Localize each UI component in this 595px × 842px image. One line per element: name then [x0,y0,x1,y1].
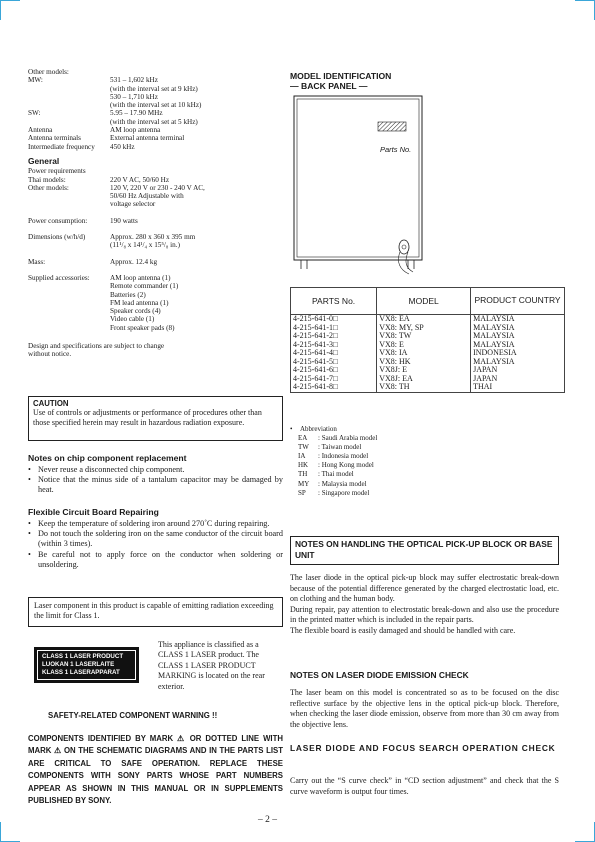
spec-value: 120 V, 220 V or 230 - 240 V AC, 50/60 Hz Adjustable with voltage selector [110,183,205,209]
accessory-item: Front speaker pads (8) [110,323,175,332]
abbreviation-meaning: : Thai model [318,470,354,479]
general-heading: General [28,155,60,166]
crop-mark [575,0,595,1]
table-cell: MALAYSIA [471,315,565,324]
chip-item: • Never reuse a disconnected chip component. [28,465,283,475]
table-cell: 4-215-641-8□ [291,383,377,392]
spec-label: Antenna terminals [28,134,81,143]
table-cell: MALAYSIA [471,324,565,333]
accessories-label: Supplied accessories: [28,273,90,282]
table-cell: MALAYSIA [471,332,565,341]
table-cell: 4-215-641-3□ [291,341,377,350]
optical-text [290,573,559,636]
focus-text: Carry out the “S curve check” in “CD section adjustment” and check that the S curve waveform is output four times. [290,776,559,796]
table-cell: 4-215-641-4□ [291,349,377,358]
safety-text: COMPONENTS IDENTIFIED BY MARK ⚠ OR DOTTED LINE WITH MARK ⚠ ON THE SCHEMATIC DIAGRAMS AND IN THE PARTS LIST ARE CRITICAL TO SAFE OPERATION. REPLACE THESE COMPONENTS WITH SONY PARTS WHOSE PART NUMBERS APPEAR AS SHOWN IN THIS MANUAL OR IN SUPPLEMENTS PUBLISHED BY SONY. [28,734,283,806]
table-cell: VX8: E [377,341,471,350]
accessory-item: FM lead antenna (1) [110,298,169,307]
abbreviation-meaning: : Malaysia model [318,479,367,488]
accessory-item: Remote commander (1) [110,282,179,291]
laser-component-text: Laser component in this product is capable of emitting radiation exceeding the limit for Class 1. [34,601,274,620]
chip-heading: Notes on chip component replacement [28,453,187,463]
spec-value: 450 kHz [110,142,135,151]
laser-label-line: CLASS 1 LASER PRODUCT [42,653,124,660]
abbreviation-code: IA [298,452,306,461]
table-cell: VX8: EA [377,315,471,324]
flex-item: • Be careful not to apply force on the conductor when soldering or unsoldering. [28,550,283,570]
safety-heading: SAFETY-RELATED COMPONENT WARNING !! [48,711,218,720]
table-header: MODEL [377,288,471,315]
spec-label: Power requirements [28,167,86,176]
laser-class-text: This appliance is classified as a CLASS 1 LASER product. The CLASS 1 LASER PRODUCT MARKING is located on the rear exterior. [158,640,265,691]
table-cell: JAPAN [471,366,565,375]
table-cell: VX8: HK [377,358,471,367]
spec-value: 220 V AC, 50/60 Hz [110,175,170,184]
table-cell: 4-215-641-6□ [291,366,377,375]
optical-paragraph: The laser diode in the optical pick-up block may suffer electrostatic break-down because of the potential difference generated by the charged electrostatic load, etc. on clothing and the human body. [290,573,559,603]
model-id-title [290,71,391,91]
spec-label: MW: [28,76,43,85]
abbreviation-item [298,480,377,489]
table-cell: 4-215-641-2□ [291,332,377,341]
accessory-item: AM loop antenna (1) [110,273,171,282]
table-cell: 4-215-641-7□ [291,375,377,384]
abbreviation-item [298,434,377,443]
abbreviation-meaning: : Singapore model [318,488,370,497]
flex-item: • Keep the temperature of soldering iron around 270˚C during repairing. [28,519,283,529]
abbreviation-block: • Abbreviation EA : Saudi Arabia model TW : Taiwan model IA : Indonesia model HK : Hong Kong model TH : Thai model MY : Malaysia model SP : Singapore model [290,425,378,497]
spec-label: Intermediate frequency [28,142,95,151]
chip-item: • Notice that the minus side of a tantalum capacitor may be damaged by heat. [28,475,283,495]
crop-mark [0,822,1,842]
spec-label: Thai models: [28,175,66,184]
focus-heading: LASER DIODE AND FOCUS SEARCH OPERATION CHECK [290,743,556,753]
table-cell: MALAYSIA [471,341,565,350]
abbreviation-code: EA [298,434,308,443]
caution-text: Use of controls or adjustments or performance of procedures other than those specified herein may result in hazardous radiation exposure. [33,408,262,427]
abbreviation-item [298,470,377,479]
caution-box [28,396,283,441]
abbreviation-code: HK [298,461,309,470]
crop-mark [0,0,1,20]
class1-laser-label [34,647,139,683]
table-cell: 4-215-641-1□ [291,324,377,333]
power-consumption-value: 190 watts [110,216,138,225]
model-id-title-line: MODEL IDENTIFICATION [290,71,392,81]
crop-mark [0,0,20,1]
abbreviation-item [298,443,377,452]
table-cell: VX8: TH [377,383,471,392]
abbreviation-meaning: : Indonesia model [318,452,369,461]
spec-label [28,93,110,101]
spacer [28,241,110,249]
parts-no-callout: Parts No. [380,145,412,154]
abbreviation-code: MY [298,479,310,488]
spec-label [28,85,110,93]
parts-table [290,287,565,393]
spec-value: External antenna terminal [110,134,185,143]
design-note: Design and specifications are subject to change without notice. [28,342,165,359]
back-panel-drawing [292,94,426,280]
spec-value: (with the interval set at 9 kHz) [110,84,198,93]
abbreviation-meaning: : Saudi Arabia model [318,434,378,443]
table-cell: VX8J: E [377,366,471,375]
abbreviation-list [290,434,377,498]
table-header: PARTS No. [291,288,377,315]
flex-item: • Do not touch the soldering iron on the same conductor of the circuit board (within 3 times). [28,529,283,549]
laser-label-line: LUOKAN 1 LASERLAITE [42,661,115,668]
spec-value: AM loop antenna [110,126,161,135]
table-cell: 4-215-641-0□ [291,315,377,324]
spec-label: Antenna [28,126,53,135]
table-cell: VX8: TW [377,332,471,341]
page-number: – 2 – [258,815,277,825]
table-cell: VX8: IA [377,349,471,358]
dimensions-label: Dimensions (w/h/d) [28,233,86,242]
other-models-heading: Other models: [28,68,69,76]
spec-value: 531 – 1,602 kHz [110,76,158,85]
accessory-item: Batteries (2) [110,290,146,299]
caution-title: CAUTION [33,399,69,408]
table-cell: VX8: MY, SP [377,324,471,333]
abbreviation-heading: Abbreviation [300,425,337,433]
abbreviation-item [298,452,377,461]
accessory-item: Video cable (1) [110,315,155,324]
abbreviation-meaning: : Hong Kong model [318,461,374,470]
spec-label: SW: [28,109,41,118]
spec-value: (with the interval set at 10 kHz) [110,101,202,110]
accessory-item: Speaker cords (4) [110,307,161,316]
table-cell: VX8J: EA [377,375,471,384]
emission-text: The laser beam on this model is concentrated so as to be focused on the disc reflective surface by the objective lens in the optical pick-up block. Therefore, when checking the laser diode emission, observe from more than 30 cm away from the objective lens. [290,688,559,729]
optical-heading-box: NOTES ON HANDLING THE OPTICAL PICK-UP BLOCK OR BASE UNIT [290,536,559,565]
spec-value: (with the interval set at 5 kHz) [110,117,198,126]
abbreviation-code: TH [298,470,308,479]
abbreviation-item [298,461,377,470]
abbreviation-code: TW [298,443,309,452]
abbreviation-meaning: : Taiwan model [318,443,362,452]
spec-label: Other models: [28,183,69,192]
flex-notes [28,507,283,570]
flex-heading: Flexible Circuit Board Repairing [28,507,159,517]
accessories-list [110,274,205,332]
mass-label: Mass: [28,257,46,266]
table-cell: INDONESIA [471,349,565,358]
spec-label [28,101,110,109]
spec-value: 5.95 – 17.90 MHz [110,109,163,118]
laser-label-line: KLASS 1 LASERAPPARAT [42,669,120,676]
dimensions-value: Approx. 280 x 360 x 395 mm [110,233,196,242]
laser-component-box [28,597,283,627]
optical-paragraph: The flexible board is easily damaged and should be handled with care. [290,625,516,635]
abbreviation-item [298,489,377,498]
emission-heading: NOTES ON LASER DIODE EMISSION CHECK [290,670,469,680]
table-cell: JAPAN [471,375,565,384]
abbreviation-code: SP [298,488,306,497]
specifications-block [28,68,258,359]
spec-label [28,118,110,126]
dimensions-value-inches: (11¹/₈ x 14¹/₄ x 15⁵/₈ in.) [110,241,180,250]
optical-paragraph: During repair, pay attention to electrostatic break-down and also use the procedure in the printed matter which is included in the repair parts. [290,604,559,624]
chip-notes [28,453,283,496]
table-row [291,383,565,392]
model-id-subtitle: — BACK PANEL — [290,81,368,91]
table-cell: MALAYSIA [471,358,565,367]
table-header: PRODUCT COUNTRY [471,288,565,315]
table-cell: 4-215-641-5□ [291,358,377,367]
power-consumption-label: Power consumption: [28,216,88,225]
mass-value: Approx. 12.4 kg [110,257,158,266]
table-cell: THAI [471,383,565,392]
spec-value: 530 – 1,710 kHz [110,92,158,101]
